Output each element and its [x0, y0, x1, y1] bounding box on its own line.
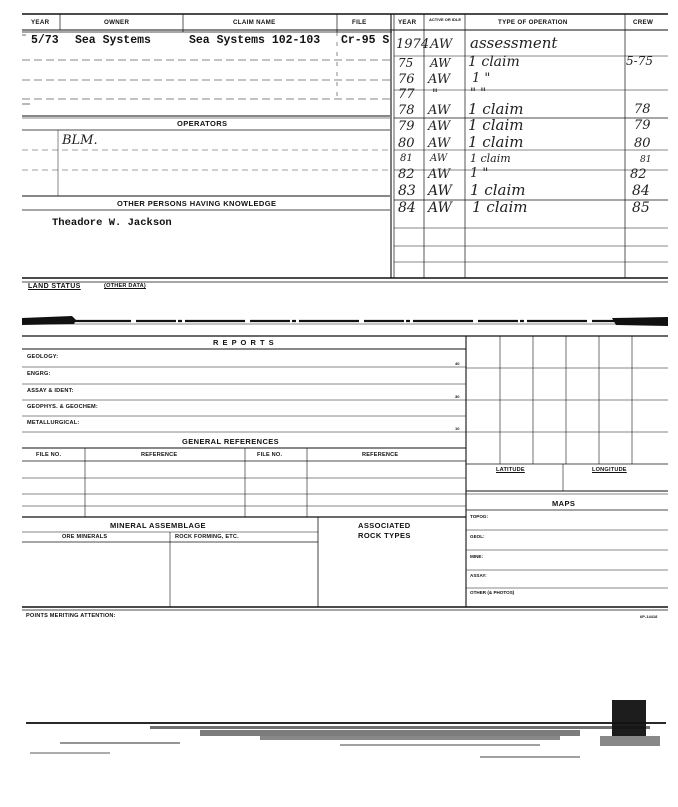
latitude-label: LATITUDE — [496, 467, 525, 473]
ref-file-no-2: FILE NO. — [257, 452, 283, 458]
header-owner: OWNER — [104, 19, 130, 26]
land-status-sub: (OTHER DATA) — [104, 283, 146, 289]
log-year: 75 — [398, 56, 414, 70]
log-year: 81 — [400, 153, 413, 164]
report-item: ENGRG: — [27, 371, 51, 377]
log-year: 80 — [398, 136, 415, 151]
longitude-label: LONGITUDE — [592, 467, 627, 473]
log-crew: 84 — [632, 183, 650, 199]
log-status: AW — [428, 167, 451, 182]
log-status: AW — [430, 37, 453, 52]
map-item: TOPOG: — [470, 514, 489, 519]
header-type-of-operation: TYPE OF OPERATION — [498, 19, 568, 26]
header-claim-name: CLAIM NAME — [233, 19, 276, 26]
report-item: ASSAY & IDENT: — [27, 388, 74, 394]
points-meriting-attention-label: POINTS MERITING ATTENTION: — [26, 613, 116, 619]
mineral-assemblage-title: MINERAL ASSEMBLAGE — [110, 521, 206, 530]
log-operation: 1 claim — [468, 54, 520, 70]
log-operation: 1 claim — [472, 198, 528, 216]
maps-title: MAPS — [552, 499, 576, 508]
log-operation: " " — [470, 86, 487, 101]
log-crew: 78 — [634, 102, 651, 117]
header-active-or-idle: ACTIVE OR IDLE — [428, 17, 461, 22]
reports-title: R E P O R T S — [213, 338, 275, 347]
report-item: GEOPHYS. & GEOCHEM: — [27, 404, 98, 410]
operators-entry: BLM. — [62, 133, 98, 148]
knowledge-title: OTHER PERSONS HAVING KNOWLEDGE — [117, 199, 277, 208]
log-status: AW — [428, 136, 451, 151]
log-status: AW — [428, 183, 452, 199]
map-item: GEOL: — [470, 534, 485, 539]
log-status: AW — [428, 103, 451, 118]
log-status: " — [432, 87, 438, 102]
ref-file-no: FILE NO. — [36, 452, 62, 458]
log-status: AW — [430, 56, 451, 70]
form-number: 6P-14418 — [640, 614, 658, 619]
log-year: 78 — [398, 103, 415, 118]
claim-file: Cr-95 S — [341, 34, 390, 47]
log-operation: 1 " — [472, 71, 491, 86]
log-crew: 79 — [634, 118, 651, 133]
log-status: AW — [428, 200, 452, 216]
log-crew: 85 — [632, 200, 650, 216]
knowledge-entry: Theadore W. Jackson — [52, 217, 172, 229]
ref-reference-2: REFERENCE — [362, 452, 399, 458]
log-year: 84 — [398, 200, 416, 216]
log-operation: 1 claim — [468, 100, 524, 118]
log-year: 79 — [398, 119, 415, 134]
general-references-title: GENERAL REFERENCES — [182, 437, 280, 446]
report-item: METALLURGICAL: — [27, 420, 80, 426]
log-operation: assessment — [470, 34, 558, 52]
log-crew: 81 — [640, 155, 652, 165]
associated-label: ASSOCIATED — [358, 521, 411, 530]
report-margin-number: 30 — [455, 394, 460, 399]
scan-noise — [26, 700, 666, 758]
claim-year: 5/73 — [31, 34, 59, 47]
report-item: GEOLOGY: — [27, 354, 59, 360]
log-status: AW — [428, 119, 451, 134]
ref-reference: REFERENCE — [141, 452, 178, 458]
header-crew: CREW — [633, 19, 654, 26]
log-operation: 1 claim — [468, 133, 524, 151]
log-status: AW — [430, 153, 448, 164]
log-year: 77 — [398, 87, 415, 102]
claim-owner: Sea Systems — [75, 34, 151, 47]
ore-minerals-label: ORE MINERALS — [62, 534, 108, 540]
log-crew: 5-75 — [626, 54, 653, 68]
log-crew: 80 — [634, 136, 651, 151]
header-year: YEAR — [31, 19, 50, 26]
log-operation: 1 claim — [470, 181, 526, 199]
log-operation: 1 " — [470, 166, 489, 181]
map-item: OTHER (& PHOTOS) — [470, 590, 515, 595]
claim-name: Sea Systems 102-103 — [189, 34, 321, 47]
report-margin-number: 40 — [455, 361, 460, 366]
log-operation: 1 claim — [468, 116, 524, 134]
log-operation: 1 claim — [470, 152, 511, 165]
log-crew: 82 — [630, 167, 647, 182]
land-status-title: LAND STATUS — [28, 283, 81, 290]
rock-forming-label: ROCK FORMING, ETC. — [175, 534, 239, 540]
map-item: MINE: — [470, 554, 484, 559]
log-year: 1974 — [396, 37, 430, 52]
log-year: 76 — [398, 72, 415, 87]
report-margin-number: 10 — [455, 426, 460, 431]
map-item: ASSAY: — [470, 573, 487, 578]
header-year-right: YEAR — [398, 19, 417, 26]
log-status: AW — [428, 72, 451, 87]
rock-types-label: ROCK TYPES — [358, 531, 411, 540]
header-file: FILE — [352, 19, 367, 26]
log-year: 83 — [398, 183, 416, 199]
log-year: 82 — [398, 167, 415, 182]
operators-title: OPERATORS — [177, 119, 228, 128]
